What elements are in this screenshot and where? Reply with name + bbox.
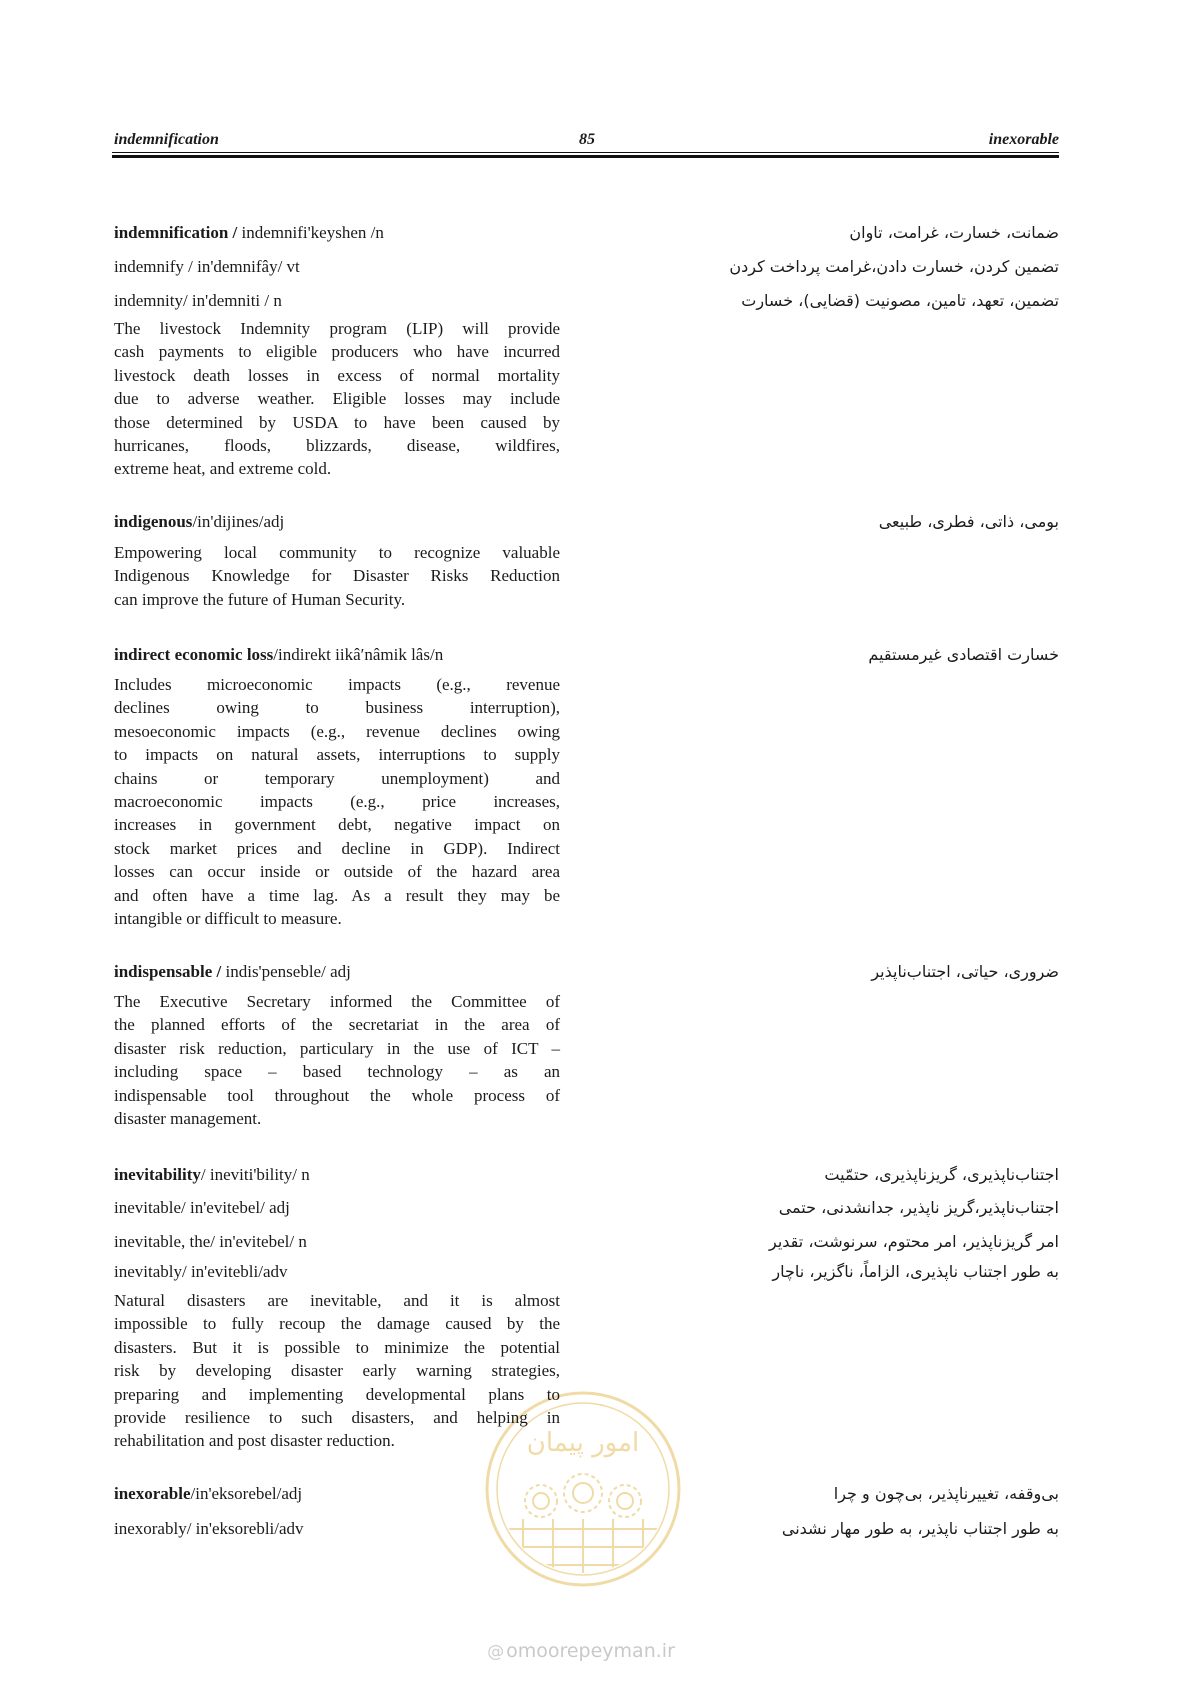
persian-translation: اجتناب‌ناپذیری، گریزناپذیری، حتمّیت <box>824 1165 1059 1184</box>
headword <box>114 510 284 534</box>
example-line: increases in government debt, negative impact on <box>114 815 560 835</box>
headword <box>114 221 384 245</box>
headword-pronunciation: inexorably/ in'eksorebli/adv <box>114 1519 304 1538</box>
example-line: disaster risk reduction, particulary in the use of ICT – <box>114 1038 560 1058</box>
example-line: due to adverse weather. Eligible losses may include <box>114 389 560 409</box>
example-paragraph <box>114 1289 560 1453</box>
example-line: the planned efforts of the secretariat in the area of <box>114 1015 560 1035</box>
example-line: risk by developing disaster early warning strategies, <box>114 1361 560 1381</box>
headword-row <box>0 960 1191 984</box>
header-rule-thick <box>112 155 1059 158</box>
headword-pronunciation: /in'dijines/adj <box>192 512 285 531</box>
persian-translation: خسارت اقتصادی غیرمستقیم <box>868 645 1059 664</box>
example-line: stock market prices and decline in GDP). Indirect <box>114 838 560 858</box>
headword-row <box>0 1230 1191 1254</box>
persian-translation: ضمانت، خسارت، غرامت، تاوان <box>849 223 1059 242</box>
headword <box>114 1260 288 1284</box>
headword-pronunciation: indemnify / in'demnifây/ vt <box>114 257 300 276</box>
example-line: Natural disasters are inevitable, and it is almost <box>114 1291 560 1310</box>
header-rule-thin <box>112 152 1059 153</box>
running-head-left: indemnification <box>114 131 219 148</box>
headword-term: inexorable <box>114 1484 191 1503</box>
example-line: The livestock Indemnity program (LIP) will provide <box>114 319 560 338</box>
headword-pronunciation: inevitable, the/ in'evitebel/ n <box>114 1232 307 1251</box>
headword <box>114 1517 304 1541</box>
headword-term: inevitability <box>114 1165 201 1184</box>
example-line: can improve the future of Human Security. <box>114 589 406 609</box>
watermark-logo-text: امور پیمان <box>526 1428 640 1458</box>
headword-pronunciation: /in'eksorebel/adj <box>190 1484 303 1503</box>
page-number: 85 <box>579 131 595 148</box>
persian-translation: بی‌وقفه، تغییرناپذیر، بی‌چون و چرا <box>833 1484 1059 1503</box>
persian-translation: امر گریزناپذیر، امر محتوم، سرنوشت، تقدیر <box>769 1232 1059 1251</box>
example-line: disasters. But it is possible to minimize the potential <box>114 1337 560 1357</box>
headword-pronunciation: indis'penseble/ adj <box>221 962 351 981</box>
persian-translation: تضمین کردن، خسارت دادن،غرامت پرداخت کردن <box>729 257 1059 276</box>
example-line: macroeconomic impacts (e.g., price increases, <box>114 791 560 811</box>
example-line: extreme heat, and extreme cold. <box>114 459 332 479</box>
example-line: cash payments to eligible producers who have incurred <box>114 342 560 362</box>
headword-row <box>0 289 1191 313</box>
example-line: mesoeconomic impacts (e.g., revenue declines owing <box>114 721 560 741</box>
example-line: preparing and implementing developmental plans to <box>114 1384 560 1404</box>
example-line: impossible to fully recoup the damage caused by the <box>114 1314 560 1334</box>
headword-row <box>0 221 1191 245</box>
example-paragraph <box>114 673 560 930</box>
persian-translation: بومی، ذاتی، فطری، طبیعی <box>878 512 1059 531</box>
headword-term: indigenous <box>114 512 193 531</box>
example-paragraph <box>114 541 560 611</box>
example-line: disaster management. <box>114 1108 262 1128</box>
headword <box>114 643 443 667</box>
example-line: including space – based technology – as an <box>114 1062 560 1082</box>
example-line: indispensable tool throughout the whole process of <box>114 1085 560 1105</box>
example-line: Includes microeconomic impacts (e.g., revenue <box>114 675 560 694</box>
headword-row <box>0 1196 1191 1220</box>
headword-pronunciation: indemnifi'keyshen /n <box>237 223 384 242</box>
example-line: The Executive Secretary informed the Committee of <box>114 992 560 1011</box>
headword <box>114 255 300 279</box>
headword-row <box>0 1260 1191 1284</box>
example-line: those determined by USDA to have been caused by <box>114 412 560 432</box>
headword-row <box>0 1163 1191 1187</box>
watermark-site-text: omoorepeyman.ir <box>506 1640 675 1662</box>
example-paragraph <box>114 990 560 1130</box>
headword-term: indirect economic loss <box>114 645 274 664</box>
persian-translation: به طور اجتناب ناپذیری، الزاماً، ناگزیر، ناچار <box>772 1262 1059 1281</box>
headword-row <box>0 643 1191 667</box>
example-line: to impacts on natural assets, interruptions to supply <box>114 745 560 765</box>
example-line: and often have a time lag. As a result they may be <box>114 885 560 905</box>
headword-row <box>0 510 1191 534</box>
headword <box>114 1230 307 1254</box>
example-line: intangible or difficult to measure. <box>114 908 342 928</box>
at-icon: @ <box>487 1642 505 1662</box>
headword-row <box>0 1517 1191 1541</box>
example-line: livestock death losses in excess of normal mortality <box>114 365 560 385</box>
headword-pronunciation: /indirekt iikâ′nâmik lâs/n <box>273 645 444 664</box>
persian-translation: ضروری، حیاتی، اجتناب‌ناپذیر <box>871 962 1059 981</box>
persian-translation: اجتناب‌ناپذیر،گریز ناپذیر، جدانشدنی، حتمی <box>778 1198 1059 1217</box>
example-line: chains or temporary unemployment) and <box>114 768 560 788</box>
headword-pronunciation: inevitable/ in'evitebel/ adj <box>114 1198 290 1217</box>
example-line: losses can occur inside or outside of the hazard area <box>114 862 560 882</box>
headword-term: indemnification / <box>114 223 238 242</box>
running-head-right: inexorable <box>988 131 1059 148</box>
example-paragraph <box>114 317 560 481</box>
headword <box>114 1482 302 1506</box>
persian-translation: تضمین، تعهد، تامین، مصونیت (قضایی)، خسارت <box>741 291 1059 310</box>
example-line: Empowering local community to recognize valuable <box>114 543 560 562</box>
headword <box>114 1196 290 1220</box>
example-line: provide resilience to such disasters, and helping in <box>114 1407 560 1427</box>
headword-pronunciation: indemnity/ in'demniti / n <box>114 291 282 310</box>
headword-pronunciation: inevitably/ in'evitebli/adv <box>114 1262 288 1281</box>
headword <box>114 289 282 313</box>
headword <box>114 960 351 984</box>
headword-term: indispensable / <box>114 962 222 981</box>
watermark-site <box>461 1638 701 1664</box>
example-line: declines owing to business interruption), <box>114 698 560 718</box>
headword-pronunciation: / ineviti'bility/ n <box>200 1165 310 1184</box>
headword-row <box>0 255 1191 279</box>
example-line: Indigenous Knowledge for Disaster Risks Reduction <box>114 566 560 586</box>
headword <box>114 1163 310 1187</box>
persian-translation: به طور اجتناب ناپذیر، به طور مهار نشدنی <box>781 1519 1059 1538</box>
example-line: hurricanes, floods, blizzards, disease, wildfires, <box>114 435 560 455</box>
headword-row <box>0 1482 1191 1506</box>
example-line: rehabilitation and post disaster reduction. <box>114 1431 395 1451</box>
